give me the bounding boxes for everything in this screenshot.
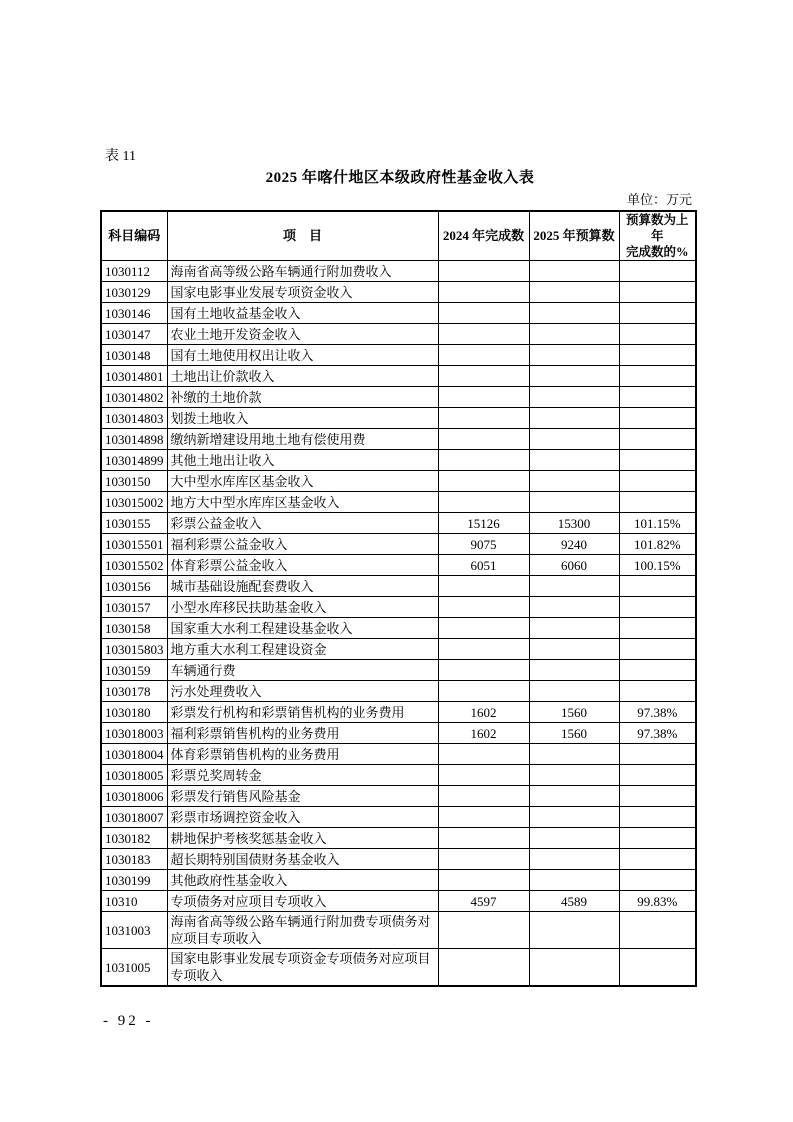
value-2025-cell: [529, 303, 619, 324]
ratio-cell: [619, 870, 696, 891]
header-item: 项 目: [167, 211, 438, 261]
ratio-cell: [619, 660, 696, 681]
table-header: [101, 211, 696, 261]
value-2024-cell: [438, 471, 529, 492]
value-2025-cell: [529, 807, 619, 828]
item-cell: 国家重大水利工程建设基金收入: [167, 618, 438, 639]
fund-revenue-table: [100, 210, 697, 987]
code-cell: 103014899: [101, 450, 167, 471]
ratio-cell: [619, 949, 696, 987]
table-row: [101, 702, 696, 723]
table-row: [101, 723, 696, 744]
value-2024-cell: [438, 949, 529, 987]
table-row: [101, 282, 696, 303]
ratio-cell: [619, 849, 696, 870]
value-2024-cell: [438, 387, 529, 408]
value-2025-cell: [529, 849, 619, 870]
value-2024-cell: [438, 870, 529, 891]
value-2024-cell: [438, 807, 529, 828]
ratio-cell: [619, 324, 696, 345]
value-2025-cell: [529, 639, 619, 660]
item-cell: 耕地保护考核奖惩基金收入: [167, 828, 438, 849]
item-cell: 彩票公益金收入: [167, 513, 438, 534]
value-2025-cell: [529, 618, 619, 639]
table-row: [101, 450, 696, 471]
code-cell: 1030147: [101, 324, 167, 345]
table-row: [101, 891, 696, 912]
code-cell: 1030182: [101, 828, 167, 849]
code-cell: 103015002: [101, 492, 167, 513]
header-ratio-line1: 预算数为上年: [625, 213, 689, 243]
code-cell: 1030180: [101, 702, 167, 723]
item-cell: 国家电影事业发展专项资金收入: [167, 282, 438, 303]
ratio-cell: 99.83%: [619, 891, 696, 912]
table-row: [101, 828, 696, 849]
code-cell: 1031005: [101, 949, 167, 987]
code-cell: 103015502: [101, 555, 167, 576]
item-cell: 城市基础设施配套费收入: [167, 576, 438, 597]
footer-page-number: - 92 -: [103, 1013, 154, 1029]
value-2024-cell: [438, 366, 529, 387]
table-header-row: [101, 211, 696, 261]
ratio-cell: [619, 492, 696, 513]
header-code: 科目编码: [101, 211, 167, 261]
item-cell: 污水处理费收入: [167, 681, 438, 702]
value-2024-cell: [438, 828, 529, 849]
code-cell: 1030150: [101, 471, 167, 492]
value-2024-cell: [438, 744, 529, 765]
unit-label: 单位：万元: [626, 192, 692, 207]
code-cell: 1030129: [101, 282, 167, 303]
value-2024-cell: [438, 618, 529, 639]
table-row: [101, 765, 696, 786]
value-2025-cell: [529, 387, 619, 408]
table-row: [101, 639, 696, 660]
item-cell: 彩票市场调控资金收入: [167, 807, 438, 828]
code-cell: 1030183: [101, 849, 167, 870]
value-2025-cell: [529, 324, 619, 345]
ratio-cell: [619, 471, 696, 492]
ratio-cell: [619, 597, 696, 618]
ratio-cell: 97.38%: [619, 702, 696, 723]
ratio-cell: [619, 765, 696, 786]
ratio-cell: 101.82%: [619, 534, 696, 555]
header-ratio-line2: 完成数的%: [625, 245, 689, 259]
code-cell: 1030156: [101, 576, 167, 597]
item-cell: 其他政府性基金收入: [167, 870, 438, 891]
table-row: [101, 261, 696, 282]
table-row: [101, 429, 696, 450]
code-cell: 103018006: [101, 786, 167, 807]
ratio-cell: [619, 261, 696, 282]
value-2025-cell: [529, 912, 619, 949]
ratio-cell: [619, 282, 696, 303]
ratio-cell: [619, 345, 696, 366]
value-2025-cell: [529, 282, 619, 303]
value-2025-cell: [529, 576, 619, 597]
ratio-cell: [619, 366, 696, 387]
item-cell: 划拨土地收入: [167, 408, 438, 429]
value-2025-cell: [529, 828, 619, 849]
ratio-cell: [619, 912, 696, 949]
value-2025-cell: 4589: [529, 891, 619, 912]
value-2024-cell: [438, 849, 529, 870]
item-cell: 地方重大水利工程建设资金: [167, 639, 438, 660]
item-cell: 海南省高等级公路车辆通行附加费收入: [167, 261, 438, 282]
value-2025-cell: [529, 744, 619, 765]
table-row: [101, 597, 696, 618]
ratio-cell: [619, 408, 696, 429]
value-2024-cell: 9075: [438, 534, 529, 555]
ratio-cell: [619, 429, 696, 450]
value-2024-cell: [438, 912, 529, 949]
value-2025-cell: [529, 261, 619, 282]
code-cell: 1030159: [101, 660, 167, 681]
value-2025-cell: [529, 765, 619, 786]
ratio-cell: [619, 618, 696, 639]
value-2024-cell: [438, 303, 529, 324]
value-2025-cell: [529, 660, 619, 681]
code-cell: 1030158: [101, 618, 167, 639]
ratio-cell: [619, 807, 696, 828]
value-2024-cell: 1602: [438, 723, 529, 744]
item-cell: 彩票兑奖周转金: [167, 765, 438, 786]
code-cell: 10310: [101, 891, 167, 912]
table-row: [101, 513, 696, 534]
table-row: [101, 744, 696, 765]
code-cell: 103014801: [101, 366, 167, 387]
value-2025-cell: 1560: [529, 702, 619, 723]
table-row: [101, 387, 696, 408]
ratio-cell: [619, 303, 696, 324]
code-cell: 103018003: [101, 723, 167, 744]
item-cell: 其他土地出让收入: [167, 450, 438, 471]
value-2024-cell: [438, 786, 529, 807]
item-cell: 福利彩票销售机构的业务费用: [167, 723, 438, 744]
code-cell: 1030155: [101, 513, 167, 534]
item-cell: 超长期特别国债财务基金收入: [167, 849, 438, 870]
ratio-cell: 97.38%: [619, 723, 696, 744]
item-cell: 小型水库移民扶助基金收入: [167, 597, 438, 618]
item-cell: 国有土地使用权出让收入: [167, 345, 438, 366]
value-2024-cell: [438, 450, 529, 471]
value-2025-cell: [529, 345, 619, 366]
table-row: [101, 534, 696, 555]
code-cell: 103015803: [101, 639, 167, 660]
ratio-cell: [619, 681, 696, 702]
item-cell: 体育彩票公益金收入: [167, 555, 438, 576]
value-2025-cell: [529, 429, 619, 450]
item-cell: 地方大中型水库库区基金收入: [167, 492, 438, 513]
value-2025-cell: 6060: [529, 555, 619, 576]
value-2025-cell: [529, 450, 619, 471]
page-title: 2025 年喀什地区本级政府性基金收入表: [265, 170, 535, 186]
ratio-cell: [619, 828, 696, 849]
table-row: [101, 618, 696, 639]
ratio-cell: [619, 387, 696, 408]
code-cell: 103014802: [101, 387, 167, 408]
table-row: [101, 949, 696, 987]
item-cell: 补缴的土地价款: [167, 387, 438, 408]
table-body: [101, 261, 696, 987]
item-cell: 福利彩票公益金收入: [167, 534, 438, 555]
code-cell: 103018007: [101, 807, 167, 828]
table-row: [101, 912, 696, 949]
code-cell: 1030199: [101, 870, 167, 891]
value-2025-cell: [529, 492, 619, 513]
ratio-cell: [619, 786, 696, 807]
code-cell: 1031003: [101, 912, 167, 949]
item-cell: 土地出让价款收入: [167, 366, 438, 387]
code-cell: 1030178: [101, 681, 167, 702]
item-cell: 彩票发行机构和彩票销售机构的业务费用: [167, 702, 438, 723]
code-cell: 103014898: [101, 429, 167, 450]
ratio-cell: 100.15%: [619, 555, 696, 576]
table-row: [101, 660, 696, 681]
value-2025-cell: [529, 597, 619, 618]
table-row: [101, 408, 696, 429]
table-row: [101, 576, 696, 597]
value-2024-cell: [438, 261, 529, 282]
code-cell: 103018005: [101, 765, 167, 786]
item-cell: 体育彩票销售机构的业务费用: [167, 744, 438, 765]
table-row: [101, 870, 696, 891]
code-cell: 103014803: [101, 408, 167, 429]
value-2025-cell: [529, 408, 619, 429]
value-2024-cell: [438, 345, 529, 366]
value-2025-cell: 1560: [529, 723, 619, 744]
table-row: [101, 492, 696, 513]
table-row: [101, 345, 696, 366]
value-2024-cell: 4597: [438, 891, 529, 912]
value-2025-cell: [529, 786, 619, 807]
code-cell: 1030157: [101, 597, 167, 618]
item-cell: 大中型水库库区基金收入: [167, 471, 438, 492]
item-cell: 车辆通行费: [167, 660, 438, 681]
table-row: [101, 303, 696, 324]
code-cell: 1030148: [101, 345, 167, 366]
table-row: [101, 324, 696, 345]
value-2025-cell: [529, 681, 619, 702]
value-2024-cell: [438, 492, 529, 513]
value-2024-cell: [438, 660, 529, 681]
value-2024-cell: [438, 576, 529, 597]
ratio-cell: [619, 576, 696, 597]
table-row: [101, 807, 696, 828]
ratio-cell: [619, 639, 696, 660]
table-row: [101, 681, 696, 702]
table-caption: 表 11: [105, 149, 136, 164]
value-2024-cell: 15126: [438, 513, 529, 534]
item-cell: 缴纳新增建设用地土地有偿使用费: [167, 429, 438, 450]
header-2024-actual: 2024 年完成数: [438, 211, 529, 261]
table-row: [101, 786, 696, 807]
value-2024-cell: [438, 282, 529, 303]
value-2025-cell: [529, 949, 619, 987]
value-2024-cell: 6051: [438, 555, 529, 576]
value-2025-cell: [529, 471, 619, 492]
code-cell: 1030112: [101, 261, 167, 282]
item-cell: 海南省高等级公路车辆通行附加费专项债务对应项目专项收入: [167, 912, 438, 949]
ratio-cell: 101.15%: [619, 513, 696, 534]
table-row: [101, 366, 696, 387]
ratio-cell: [619, 450, 696, 471]
ratio-cell: [619, 744, 696, 765]
value-2024-cell: [438, 429, 529, 450]
value-2024-cell: [438, 597, 529, 618]
item-cell: 国有土地收益基金收入: [167, 303, 438, 324]
item-cell: 国家电影事业发展专项资金专项债务对应项目专项收入: [167, 949, 438, 987]
value-2025-cell: [529, 870, 619, 891]
table-row: [101, 849, 696, 870]
value-2024-cell: [438, 324, 529, 345]
code-cell: 1030146: [101, 303, 167, 324]
value-2024-cell: [438, 765, 529, 786]
code-cell: 103018004: [101, 744, 167, 765]
table-row: [101, 471, 696, 492]
value-2024-cell: [438, 408, 529, 429]
table-row: [101, 555, 696, 576]
value-2025-cell: 9240: [529, 534, 619, 555]
header-ratio: [619, 211, 696, 261]
value-2025-cell: [529, 366, 619, 387]
value-2024-cell: [438, 681, 529, 702]
item-cell: 专项债务对应项目专项收入: [167, 891, 438, 912]
value-2025-cell: 15300: [529, 513, 619, 534]
item-cell: 农业土地开发资金收入: [167, 324, 438, 345]
value-2024-cell: 1602: [438, 702, 529, 723]
value-2024-cell: [438, 639, 529, 660]
header-2025-budget: 2025 年预算数: [529, 211, 619, 261]
code-cell: 103015501: [101, 534, 167, 555]
item-cell: 彩票发行销售风险基金: [167, 786, 438, 807]
